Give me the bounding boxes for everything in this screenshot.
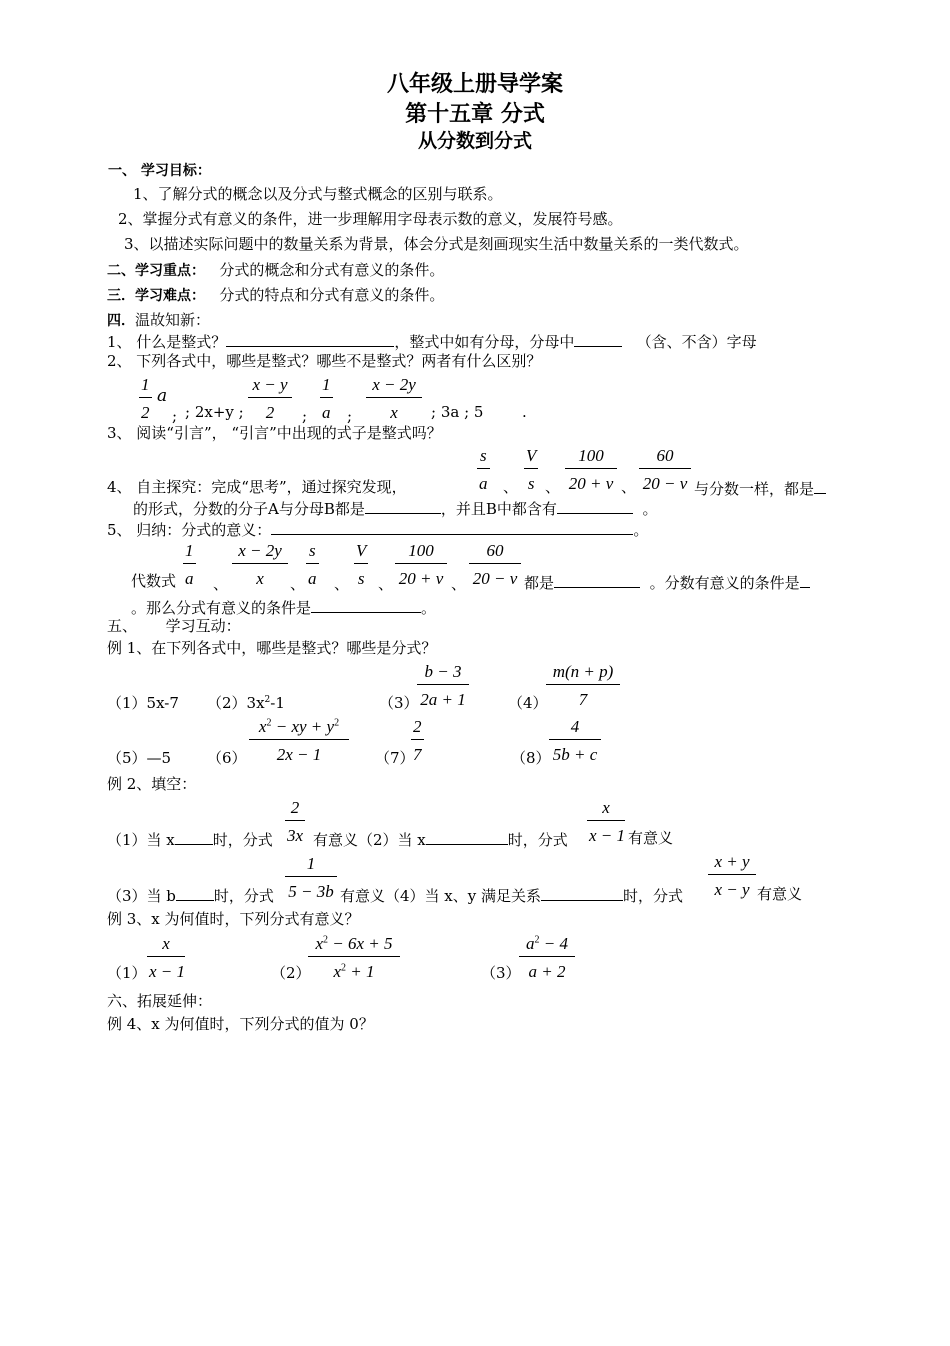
example-1: 例 1、在下列各式中，哪些是整式？哪些是分式？ [107, 639, 437, 657]
section-1-head: 一、 学习目标： [108, 163, 211, 179]
variable-a: a [157, 386, 168, 406]
answer-blank[interactable] [814, 479, 826, 494]
fraction-1-over-a: $\frac{1}{a}$ [322, 375, 331, 422]
fraction-60-over-20-minus-v: $\frac{60}{20 - v}$ [639, 447, 691, 492]
fraction-1-over-5-3b: $\frac{1}{5 - 3b}$ [285, 855, 337, 900]
lesson-title: 从分数到分式 [417, 130, 532, 152]
example-2: 例 2、填空： [107, 775, 197, 793]
section-6-head: 六、拓展延伸： [107, 992, 213, 1010]
question-2: 2、 下列各式中，哪些是整式？哪些不是整式？两者有什么区别？ [107, 352, 542, 370]
key-points-head: 二、学习重点： [107, 263, 205, 279]
fraction-x-2y-over-x: $\frac{x - 2y}{x}$ [366, 376, 422, 421]
question-1: 1、 什么是整式？ ，整式中如有分母，分母中 （含、不含）字母 [107, 333, 757, 351]
fraction-x-y-over-2: $\frac{x - y}{2}$ [248, 376, 292, 421]
question-5: 5、 归纳：分式的意义： 。 [107, 521, 649, 539]
key-points [107, 262, 444, 279]
example-4: 例 4、x 为何值时，下列分式的值为 0？ [107, 1015, 374, 1033]
fraction-x-y-over-x-y: $\frac{x + y}{x - y}$ [708, 853, 756, 898]
fraction-1-over-a: $\frac{1}{a}$ [185, 541, 194, 588]
fraction-V-over-s: $\frac{V}{s}$ [356, 541, 367, 588]
fraction-x2-xy-y2-over-2x-1: $\frac{x^2 - xy + y^2}{2x - 1}$ [249, 718, 349, 763]
fraction-b-3-over-2a-1: $\frac{b - 3}{2a + 1}$ [417, 663, 469, 708]
objective-2: 2、掌握分式有意义的条件，进一步理解用字母表示数的意义，发展符号感。 [118, 210, 623, 228]
fraction-x-2y-over-x: $\frac{x - 2y}{x}$ [232, 542, 288, 587]
fraction-60-over-20-minus-v: $\frac{60}{20 - v}$ [469, 542, 521, 587]
fraction-V-over-s: $\frac{V}{s}$ [526, 446, 537, 493]
answer-blank[interactable] [365, 499, 441, 514]
answer-blank[interactable] [574, 332, 622, 347]
answer-blank[interactable] [426, 830, 508, 845]
answer-blank[interactable] [311, 598, 421, 613]
fraction-2-over-3x: $\frac{2}{3x}$ [287, 798, 304, 845]
fraction-mnp-over-7: $\frac{m(n + p)}{7}$ [546, 663, 620, 708]
answer-blank[interactable] [554, 573, 640, 588]
answer-blank[interactable] [557, 499, 633, 514]
answer-blank[interactable] [175, 830, 213, 845]
question-4: 4、 自主探究：完成“思考”，通过探究发现， [107, 478, 407, 496]
fraction-100-over-20-plus-v: $\frac{100}{20 + v}$ [395, 542, 447, 587]
answer-blank[interactable] [541, 886, 623, 901]
difficulties [107, 287, 444, 304]
example-3: 例 3、x 为何值时，下列分式有意义？ [107, 910, 360, 928]
objective-1: 1、了解分式的概念以及分式与整式概念的区别与联系。 [133, 185, 503, 203]
objective-3: 3、以描述实际问题中的数量关系为背景，体会分式是刻画现实生活中数量关系的一类代数式。 [124, 235, 749, 253]
answer-blank[interactable] [176, 886, 214, 901]
question-4-cont: 的形式，分数的分子A与分母B都是 ，并且B中都含有 。 [133, 500, 658, 518]
fraction-2-over-7: $\frac{2}{7}$ [413, 717, 422, 764]
fraction-1-2: $\frac{1}{2}$ [141, 375, 150, 422]
question-3: 3、 阅读“引言”， “引言”中出现的式子是整式吗？ [107, 424, 442, 442]
answer-blank[interactable] [226, 332, 394, 347]
answer-blank[interactable] [271, 520, 633, 535]
fraction-s-over-a: $\frac{s}{a}$ [479, 446, 488, 493]
fraction-100-over-20-plus-v: $\frac{100}{20 + v}$ [565, 447, 617, 492]
section-5-head: 五、 学习互动： [107, 617, 241, 635]
answer-blank[interactable] [800, 573, 810, 588]
fraction-s-over-a: $\frac{s}{a}$ [308, 541, 317, 588]
section-4-head: 四．温故知新： [107, 311, 211, 329]
fraction-a2-4-over-a-2: $\frac{a^2 - 4}{a + 2}$ [519, 935, 575, 980]
doc-title: 八年级上册导学案 [386, 72, 563, 97]
fraction-x-over-x-1: $\frac{x}{x - 1}$ [149, 934, 186, 981]
fraction-4-over-5b-c: $\frac{4}{5b + c}$ [549, 718, 601, 763]
fraction-x-over-x-1: $\frac{x}{x - 1}$ [589, 798, 626, 845]
difficulties-head: 三．学习难点： [107, 288, 205, 304]
fraction-x2-6x-5-over-x2-1: $\frac{x^2 - 6x + 5}{x^2 + 1}$ [308, 935, 400, 980]
chapter-title: 第十五章 分式 [405, 102, 545, 127]
key-points-text: 分式的概念和分式有意义的条件。 [219, 261, 445, 279]
difficulties-text: 分式的特点和分式有意义的条件。 [219, 286, 445, 304]
